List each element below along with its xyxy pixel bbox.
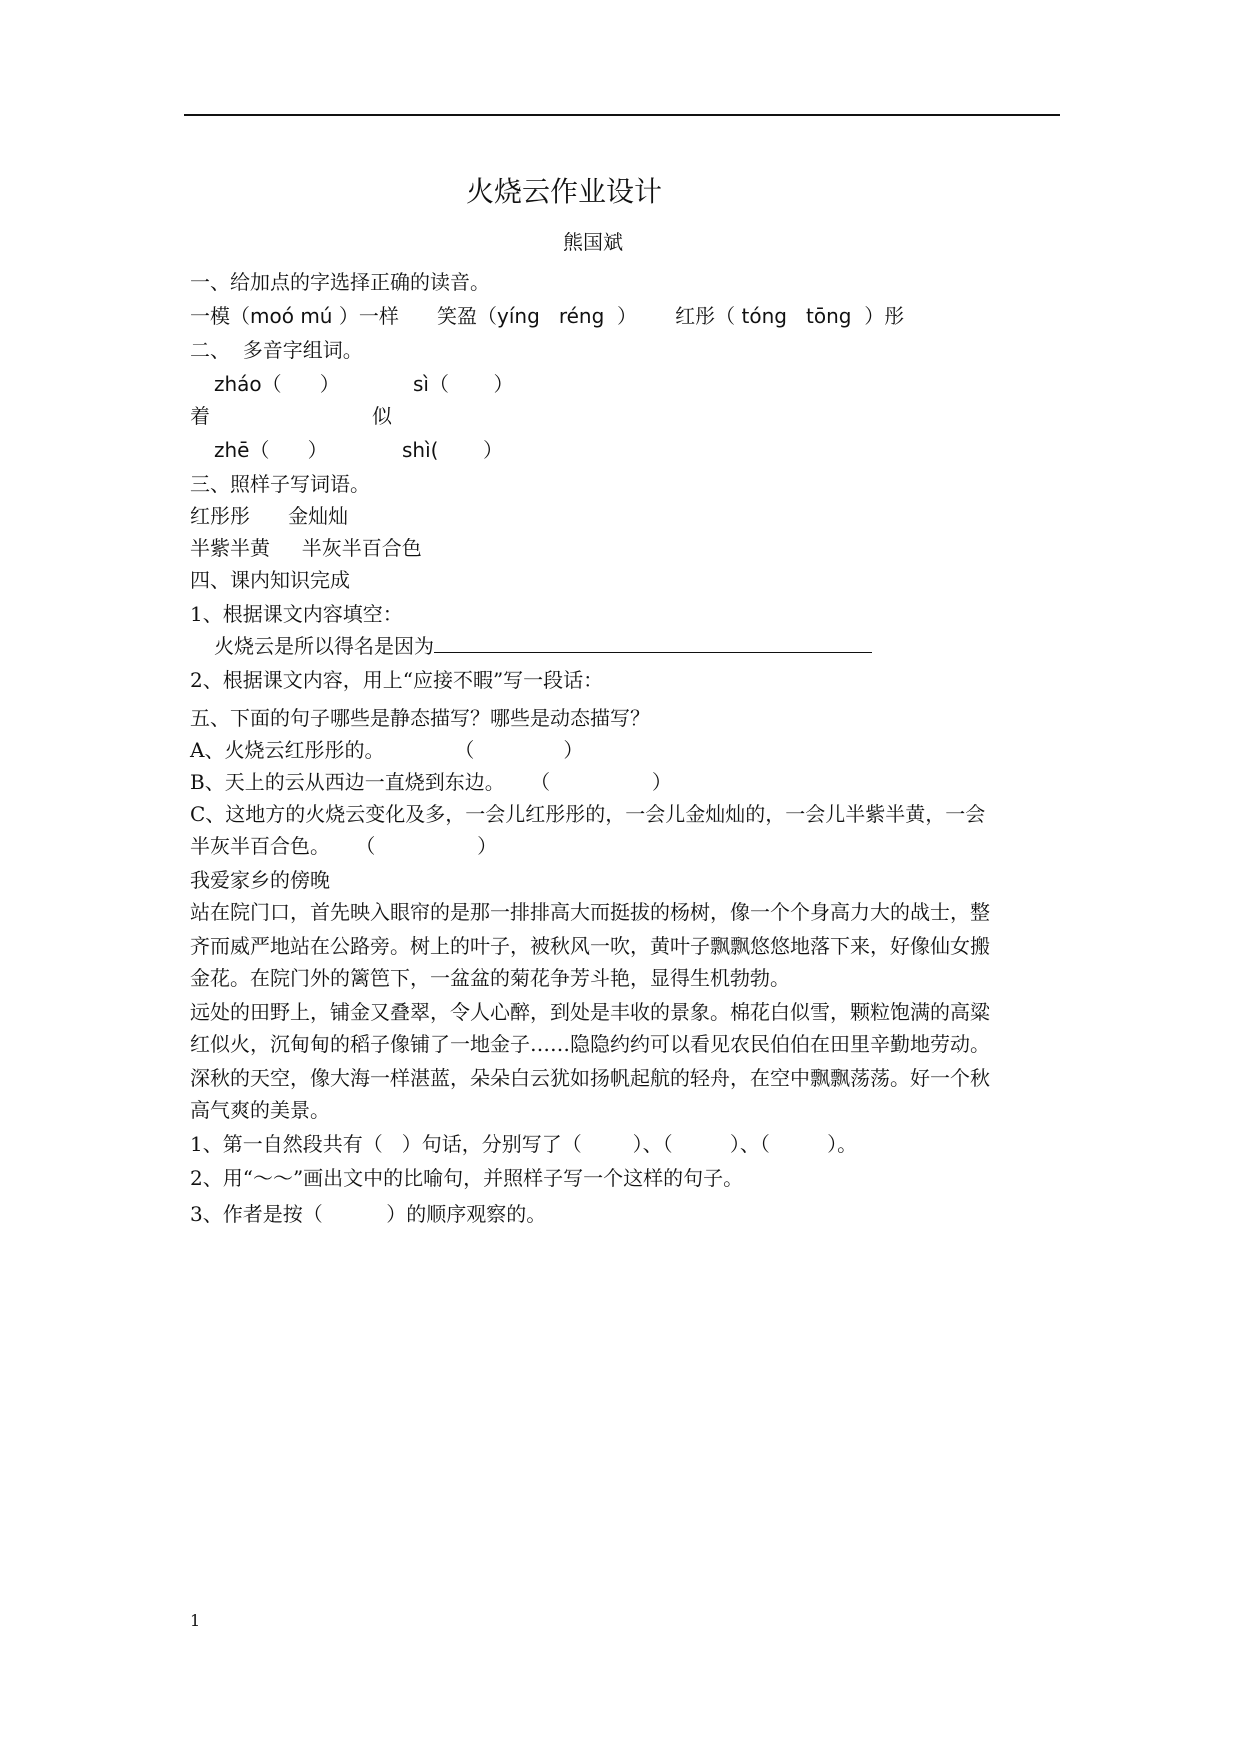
reading-p2-line1: 远处的田野上，铺金又叠翠，令人心醉，到处是丰收的景象。棉花白似雪，颗粒饱满的高粱 [190, 1000, 990, 1024]
item1-suffix: ）一样 [338, 304, 399, 328]
page-number: 1 [190, 1611, 201, 1630]
polyphone-zhe: zhē（ ） [214, 438, 328, 462]
reading-question-3: 3、作者是按（ ）的顺序观察的。 [190, 1202, 547, 1226]
answer-blank[interactable] [434, 632, 872, 653]
section1-heading: 一、给加点的字选择正确的读音。 [190, 270, 490, 294]
author-name: 熊国斌 [563, 230, 623, 254]
section5-option-c-line1: C、这地方的火烧云变化及多，一会儿红彤彤的，一会儿金灿灿的，一会儿半紫半黄，一会 [190, 802, 986, 826]
section4-heading: 四、课内知识完成 [190, 568, 350, 592]
polyphone-char-si: 似 [372, 404, 392, 428]
reading-p2-line4: 高气爽的美景。 [190, 1098, 330, 1122]
header-rule [184, 114, 1060, 116]
section4-q2: 2、根据课文内容，用上“应接不暇”写一段话： [190, 668, 604, 692]
reading-p1-line1: 站在院门口，首先映入眼帘的是那一排排高大而挺拔的杨树，像一个个身高力大的战士，整 [190, 900, 990, 924]
section3-heading: 三、照样子写词语。 [190, 472, 370, 496]
item3-suffix: ）彤 [864, 304, 905, 328]
item3-pinyin: tóng tōng [741, 304, 852, 328]
section3-example1: 红彤彤 金灿灿 [190, 504, 349, 528]
section5-heading: 五、下面的句子哪些是静态描写？哪些是动态描写？ [190, 706, 650, 730]
section5-option-a: A、火烧云红彤彤的。 （ ） [190, 738, 584, 762]
section2-heading: 二、 多音字组词。 [190, 338, 363, 362]
item1-prefix: 一模（ [190, 304, 250, 328]
reading-title: 我爱家乡的傍晚 [190, 868, 330, 892]
item3-prefix: 红彤（ [675, 304, 736, 328]
polyphone-char-zhe: 着 [190, 404, 210, 428]
section5-option-c-line2: 半灰半百合色。 （ ） [190, 834, 498, 858]
item2-suffix: ） [617, 304, 638, 328]
item2-pinyin: yíng réng [497, 304, 605, 328]
section4-q1-fill [214, 632, 872, 660]
item2-prefix: 笑盈（ [437, 304, 497, 328]
section5-option-b: B、天上的云从西边一直烧到东边。 （ ） [190, 770, 672, 794]
reading-p2-line3: 深秋的天空，像大海一样湛蓝，朵朵白云犹如扬帆起航的轻舟，在空中飘飘荡荡。好一个秋 [190, 1066, 990, 1090]
reading-p1-line3: 金花。在院门外的篱笆下，一盆盆的菊花争芳斗艳，显得生机勃勃。 [190, 966, 790, 990]
reading-p1-line2: 齐而威严地站在公路旁。树上的叶子，被秋风一吹，黄叶子飘飘悠悠地落下来，好像仙女搬 [190, 934, 990, 958]
polyphone-si: sì（ ） [413, 372, 514, 396]
section1-items [190, 302, 904, 330]
fill-prompt: 火烧云是所以得名是因为 [214, 634, 434, 658]
reading-question-2: 2、用“～～”画出文中的比喻句，并照样子写一个这样的句子。 [190, 1166, 744, 1190]
polyphone-zhao: zháo（ ） [214, 372, 340, 396]
document-title: 火烧云作业设计 [466, 175, 663, 208]
section4-q1: 1、根据课文内容填空： [190, 602, 403, 626]
reading-p2-line2: 红似火，沉甸甸的稻子像铺了一地金子……隐隐约约可以看见农民伯伯在田里辛勤地劳动。 [190, 1032, 990, 1056]
section3-example2: 半紫半黄 半灰半百合色 [190, 536, 422, 560]
reading-question-1: 1、第一自然段共有（ ）句话，分别写了（ ）、（ ）、（ ）。 [190, 1132, 858, 1156]
polyphone-shi: shì( ） [402, 438, 503, 462]
item1-pinyin: moó mú [250, 304, 333, 328]
